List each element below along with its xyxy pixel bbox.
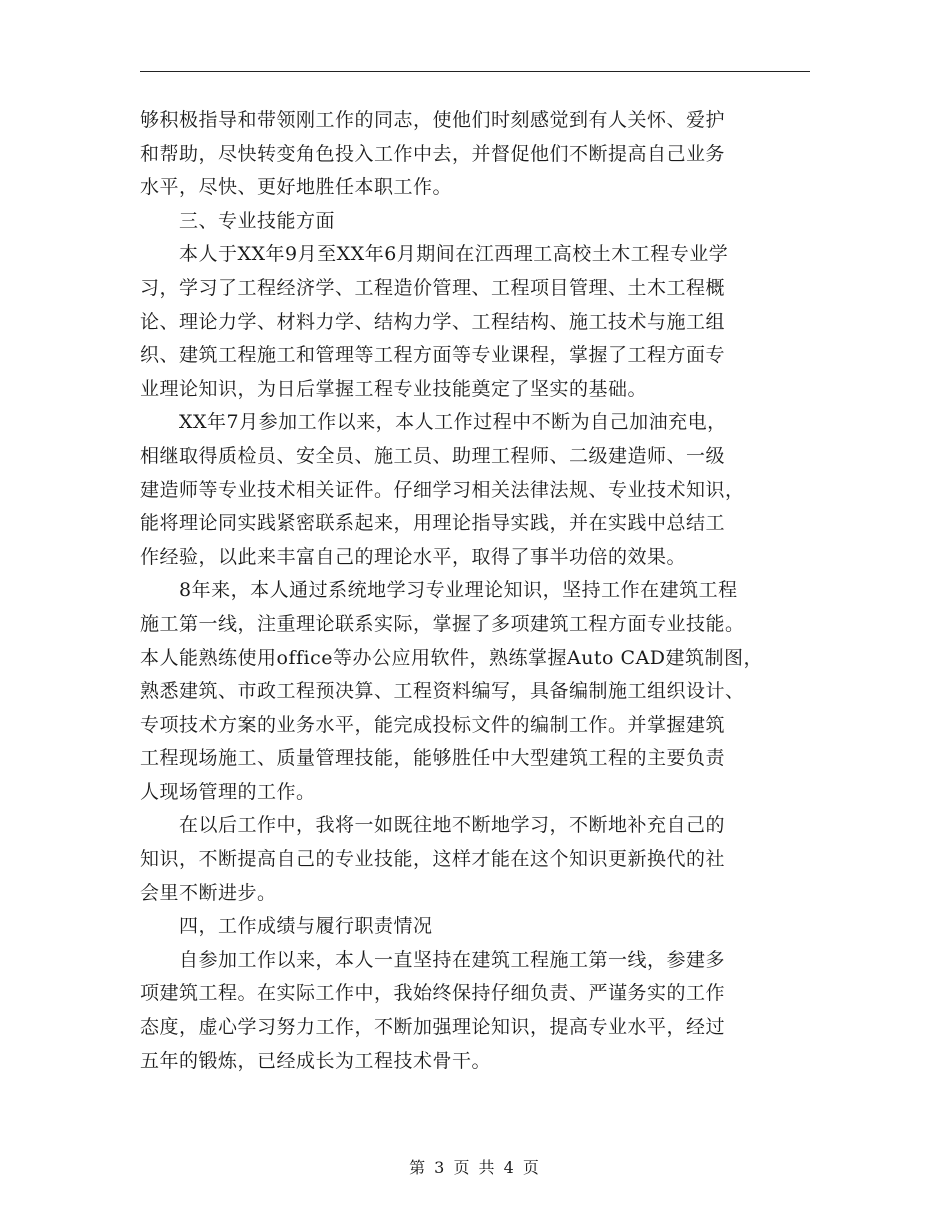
text-line: 论、理论力学、材料力学、结构力学、工程结构、施工技术与施工组 <box>140 310 726 333</box>
text-line: 够积极指导和带领刚工作的同志，使他们时刻感觉到有人关怀、爱护 <box>140 109 726 131</box>
text-line: 态度，虚心学习努力工作，不断加强理论知识，提高专业水平，经过 <box>140 1016 726 1039</box>
text-line: 熟悉建筑、市政工程预决算、工程资料编写，具备编制施工组织设计、 <box>140 680 745 703</box>
text-line: 业理论知识，为日后掌握工程专业技能奠定了坚实的基础。 <box>140 377 648 400</box>
text-line: 专项技术方案的业务水平，能完成投标文件的编制工作。并掌握建筑 <box>140 713 726 736</box>
text-line: 五年的锻炼，已经成长为工程技术骨干。 <box>140 1049 492 1072</box>
section-heading: 三、专业技能方面 <box>140 209 336 232</box>
text-line: 作经验，以此来丰富自己的理论水平，取得了事半功倍的效果。 <box>140 545 687 568</box>
text-line: 自参加工作以来，本人一直坚持在建筑工程施工第一线，参建多 <box>140 948 726 971</box>
text-line: 习，学习了工程经济学、工程造价管理、工程项目管理、土木工程概 <box>140 276 726 299</box>
text-line: 和帮助，尽快转变角色投入工作中去，并督促他们不断提高自己业务 <box>140 142 726 165</box>
text-line: 本人能熟练使用office等办公应用软件，熟练掌握Auto CAD建筑制图， <box>140 646 764 669</box>
text-line: XX年7月参加工作以来，本人工作过程中不断为自己加油充电， <box>140 411 727 434</box>
text-line: 水平，尽快、更好地胜任本职工作。 <box>140 176 453 199</box>
document-body <box>140 104 830 1078</box>
text-line: 8年来，本人通过系统地学习专业理论知识，坚持工作在建筑工程 <box>140 579 738 602</box>
text-line: 织、建筑工程施工和管理等工程方面等专业课程，掌握了工程方面专 <box>140 344 726 367</box>
text-line: 人现场管理的工作。 <box>140 780 316 803</box>
text-line: 相继取得质检员、安全员、施工员、助理工程师、二级建造师、一级 <box>140 444 726 467</box>
section-heading: 四，工作成绩与履行职责情况 <box>140 915 433 938</box>
text-line: 知识，不断提高自己的专业技能，这样才能在这个知识更新换代的社 <box>140 848 726 871</box>
text-line: 本人于XX年9月至XX年6月期间在江西理工高校土木工程专业学 <box>140 243 729 266</box>
text-line: 工程现场施工、质量管理技能，能够胜任中大型建筑工程的主要负责 <box>140 747 726 770</box>
text-line: 能将理论同实践紧密联系起来，用理论指导实践，并在实践中总结工 <box>140 512 726 535</box>
text-line: 会里不断进步。 <box>140 881 277 904</box>
text-line: 在以后工作中，我将一如既往地不断地学习，不断地补充自己的 <box>140 814 726 837</box>
text-line: 施工第一线，注重理论联系实际，掌握了多项建筑工程方面专业技能。 <box>140 612 745 635</box>
page-number: 第 3 页 共 4 页 <box>409 1158 541 1177</box>
header-rule <box>140 71 810 72</box>
text-line: 建造师等专业技术相关证件。仔细学习相关法律法规、专业技术知识， <box>140 478 745 501</box>
text-line: 项建筑工程。在实际工作中，我始终保持仔细负责、严谨务实的工作 <box>140 982 726 1005</box>
